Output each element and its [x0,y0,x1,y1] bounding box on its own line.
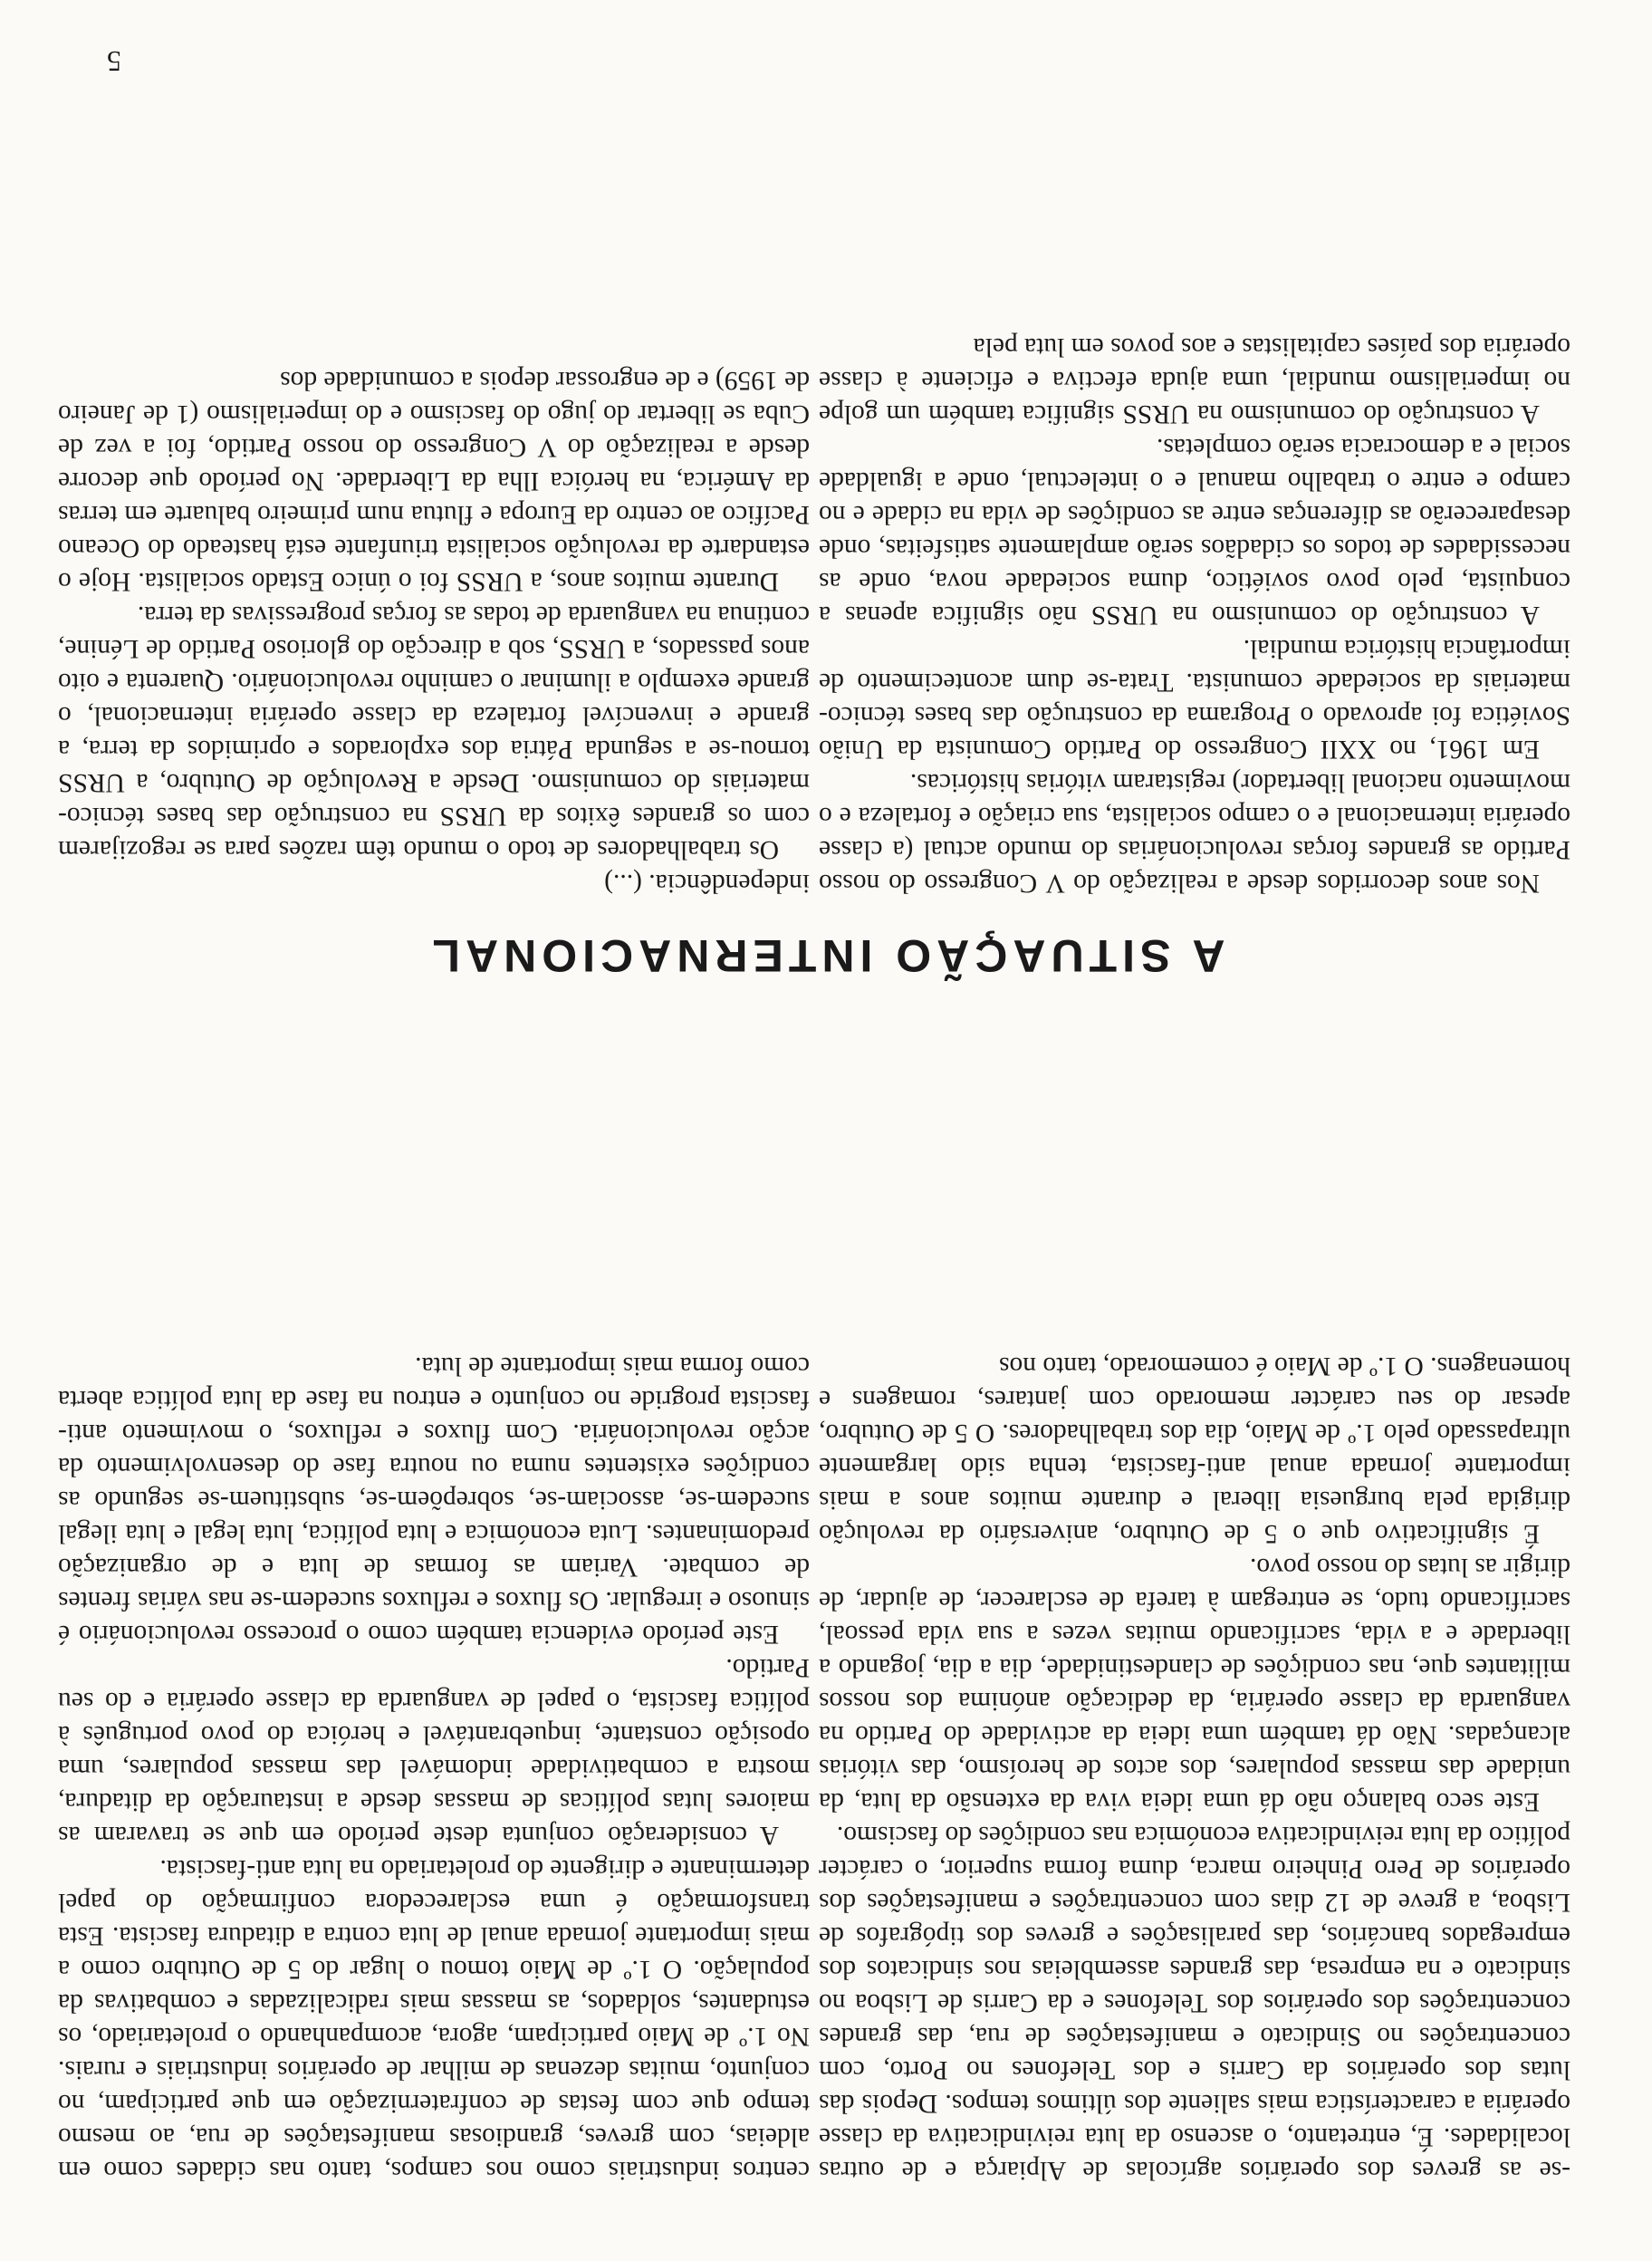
paragraph: Nos anos decorridos desde a realização do V Congresso do nosso Partido as grandes forças revolucionárias do mundo actual (a classe operária internacional e o campo socialista, sua criação e fortaleza e o movimento nacional libertador) registaram vitórias históricas. [819,768,1570,898]
paragraph: independência. (...) [604,869,810,898]
paragraph: A consideração conjunta deste período em que se travaram as maiores lutas políticas de massas desde a instauração da ditadura, mostra a combatividade indomável das massas populares, uma oposição constante, inquebrantável e heróica do povo português à política fascista, o papel de vanguarda da classe operária e do seu Partido. [58,1653,810,1850]
paragraph: -se as greves dos operários agrícolas de Alpiarça e de outras localidades. É, entretanto, o ascenso da luta reivindicativa da classe operária a característica mais saliente dos últimos tempos. Depois das lutas dos operários da Carris e dos Telefones no Porto, com concentrações no Sindicato e manifestações de rua, das grandes concentrações dos operários dos Telefones e da Carris de Lisboa no sindicato e na empresa, das grandes assembleias nos sindicatos dos empregados bancários, das paralisações e greves dos tipógrafos de Lisboa, a greve de 12 dias com concentrações e manifestações dos operários de Pero Pinheiro marca, duma forma superior, o carácter político da luta reivindicativa económica nas condições do fascismo. [819,1821,1570,2185]
column-top-left [819,1349,1570,2187]
paragraph: Em 1961, no XXII Congresso do Partido Comunista da União Soviética foi aprovado o Programa da construção das bases técnico-materiais da sociedade comunista. Trata-se dum acontecimento de importância histórica mundial. [819,634,1570,764]
paragraph: A construção do comunismo na URSS não significa apenas a conquista, pelo povo soviético, duma sociedade nova, onde as necessidades de todos os cidadãos serão amplamente satisfeitas, onde desaparecerão as diferenças entre as condições de vida na cidade e no campo e entre o trabalho manual e o intelectual, onde a igualdade social e a democracia serão completas. [819,433,1570,630]
paragraph: É significativo que o 5 de Outubro, aniversário da revolução dirigida pela burguesia liberal e durante muitos anos a mais importante jornada anual anti-fascista, tenha sido largamente ultrapassado pelo 1.º de Maio, dia dos trabalhadores. O 5 de Outubro, apesar do seu carácter memorado com jantares, romagens e homenagens. O 1.º de Maio é comemorado, tanto nos [819,1352,1570,1548]
paragraph: A construção do comunismo na URSS significa também um golpe no imperialismo mundial, uma ajuda efectiva e eficiente à classe operária dos países capitalistas e aos povos em luta pela [819,332,1570,428]
column-bottom-right [58,363,810,900]
page-number: 5 [107,45,121,78]
column-bottom-left [819,330,1570,900]
paragraph: Este período evidencia também como o processo revolucionário é sinuoso e irregular. Os fluxos e refluxos sucedem-se nas várias frentes de combate. Variam as formas de luta e de organização predominantes. Luta económica e luta política, luta legal e luta ilegal sucedem-se, associam-se, sobrepõem-se, substituem-se segundo as condições existentes numa ou noutra fase do desenvolvimento da acção revolucionária. Com fluxos e refluxos, o movimento anti-fascista progride no conjunto e entrou na fase da luta política aberta como forma mais importante de luta. [58,1352,810,1649]
paragraph: Durante muitos anos, a URSS foi o único Estado socialista. Hoje o estandarte da revolução socialista triunfante está hasteado do Oceano Pacífico ao centro da Europa e flutua num primeiro baluarte em terras da América, na heróica Ilha da Liberdade. No período que decorre desde a realização do V Congresso do nosso Partido, foi a vez de Cuba se libertar do jugo do fascismo e do imperialismo (1 de Janeiro de 1959) e de engrossar depois a comunidade dos [58,366,810,596]
paragraph: Este seco balanço não dá uma ideia viva da extensão da luta, da unidade das massas populares, dos actos de heroísmo, das vitórias alcançadas. Não dá também uma ideia da actividade do Partido na vanguarda da classe operária, da dedicação anónima dos nossos militantes que, nas condições de clandestinidade, dia a dia, jogando a liberdade e a vida, sacrificando muitas vezes a sua vida pessoal, sacrificando tudo, se entregam à tarefa de esclarecer, de ajudar, de dirigir as lutas do nosso povo. [819,1553,1570,1816]
paragraph: centros industriais como nos campos, tanto nas cidades como em aldeias, com greves, grandiosas manifestações de rua, ao mesmo tempo que com festas de confraternização em que participam, no conjunto, muitas dezenas de milhar de operários industriais e rurais. No 1.º de Maio participam, agora, acompanhando o proletariado, os estudantes, soldados, as massas mais radicalizadas e combativas da população. O 1.º de Maio tomou o lugar do 5 de Outubro como a mais importante jornada anual de luta contra a ditadura fascista. Esta transformação é uma esclarecedora confirmação do papel determinante e dirigente do proletariado na luta anti-fascista. [58,1854,810,2185]
paragraph: Os trabalhadores de todo o mundo têm razões para se regozijarem com os grandes êxitos da URSS na construção das bases técnico-materiais do comunismo. Desde a Revolução de Outubro, a URSS tornou-se a segunda Pátria dos explorados e oprimidos da terra, a grande e invencível fortaleza da classe operária internacional, o grande exemplo a iluminar o caminho revolucionário. Quarenta e oito anos passados, a URSS, sob a direcção do glorioso Partido de Lénine, continua na vanguarda de todas as forças progressivas da terra. [58,601,810,864]
column-top-right [58,1349,810,2187]
section-title: A SITUAÇÃO INTERNACIONAL [427,930,1225,981]
